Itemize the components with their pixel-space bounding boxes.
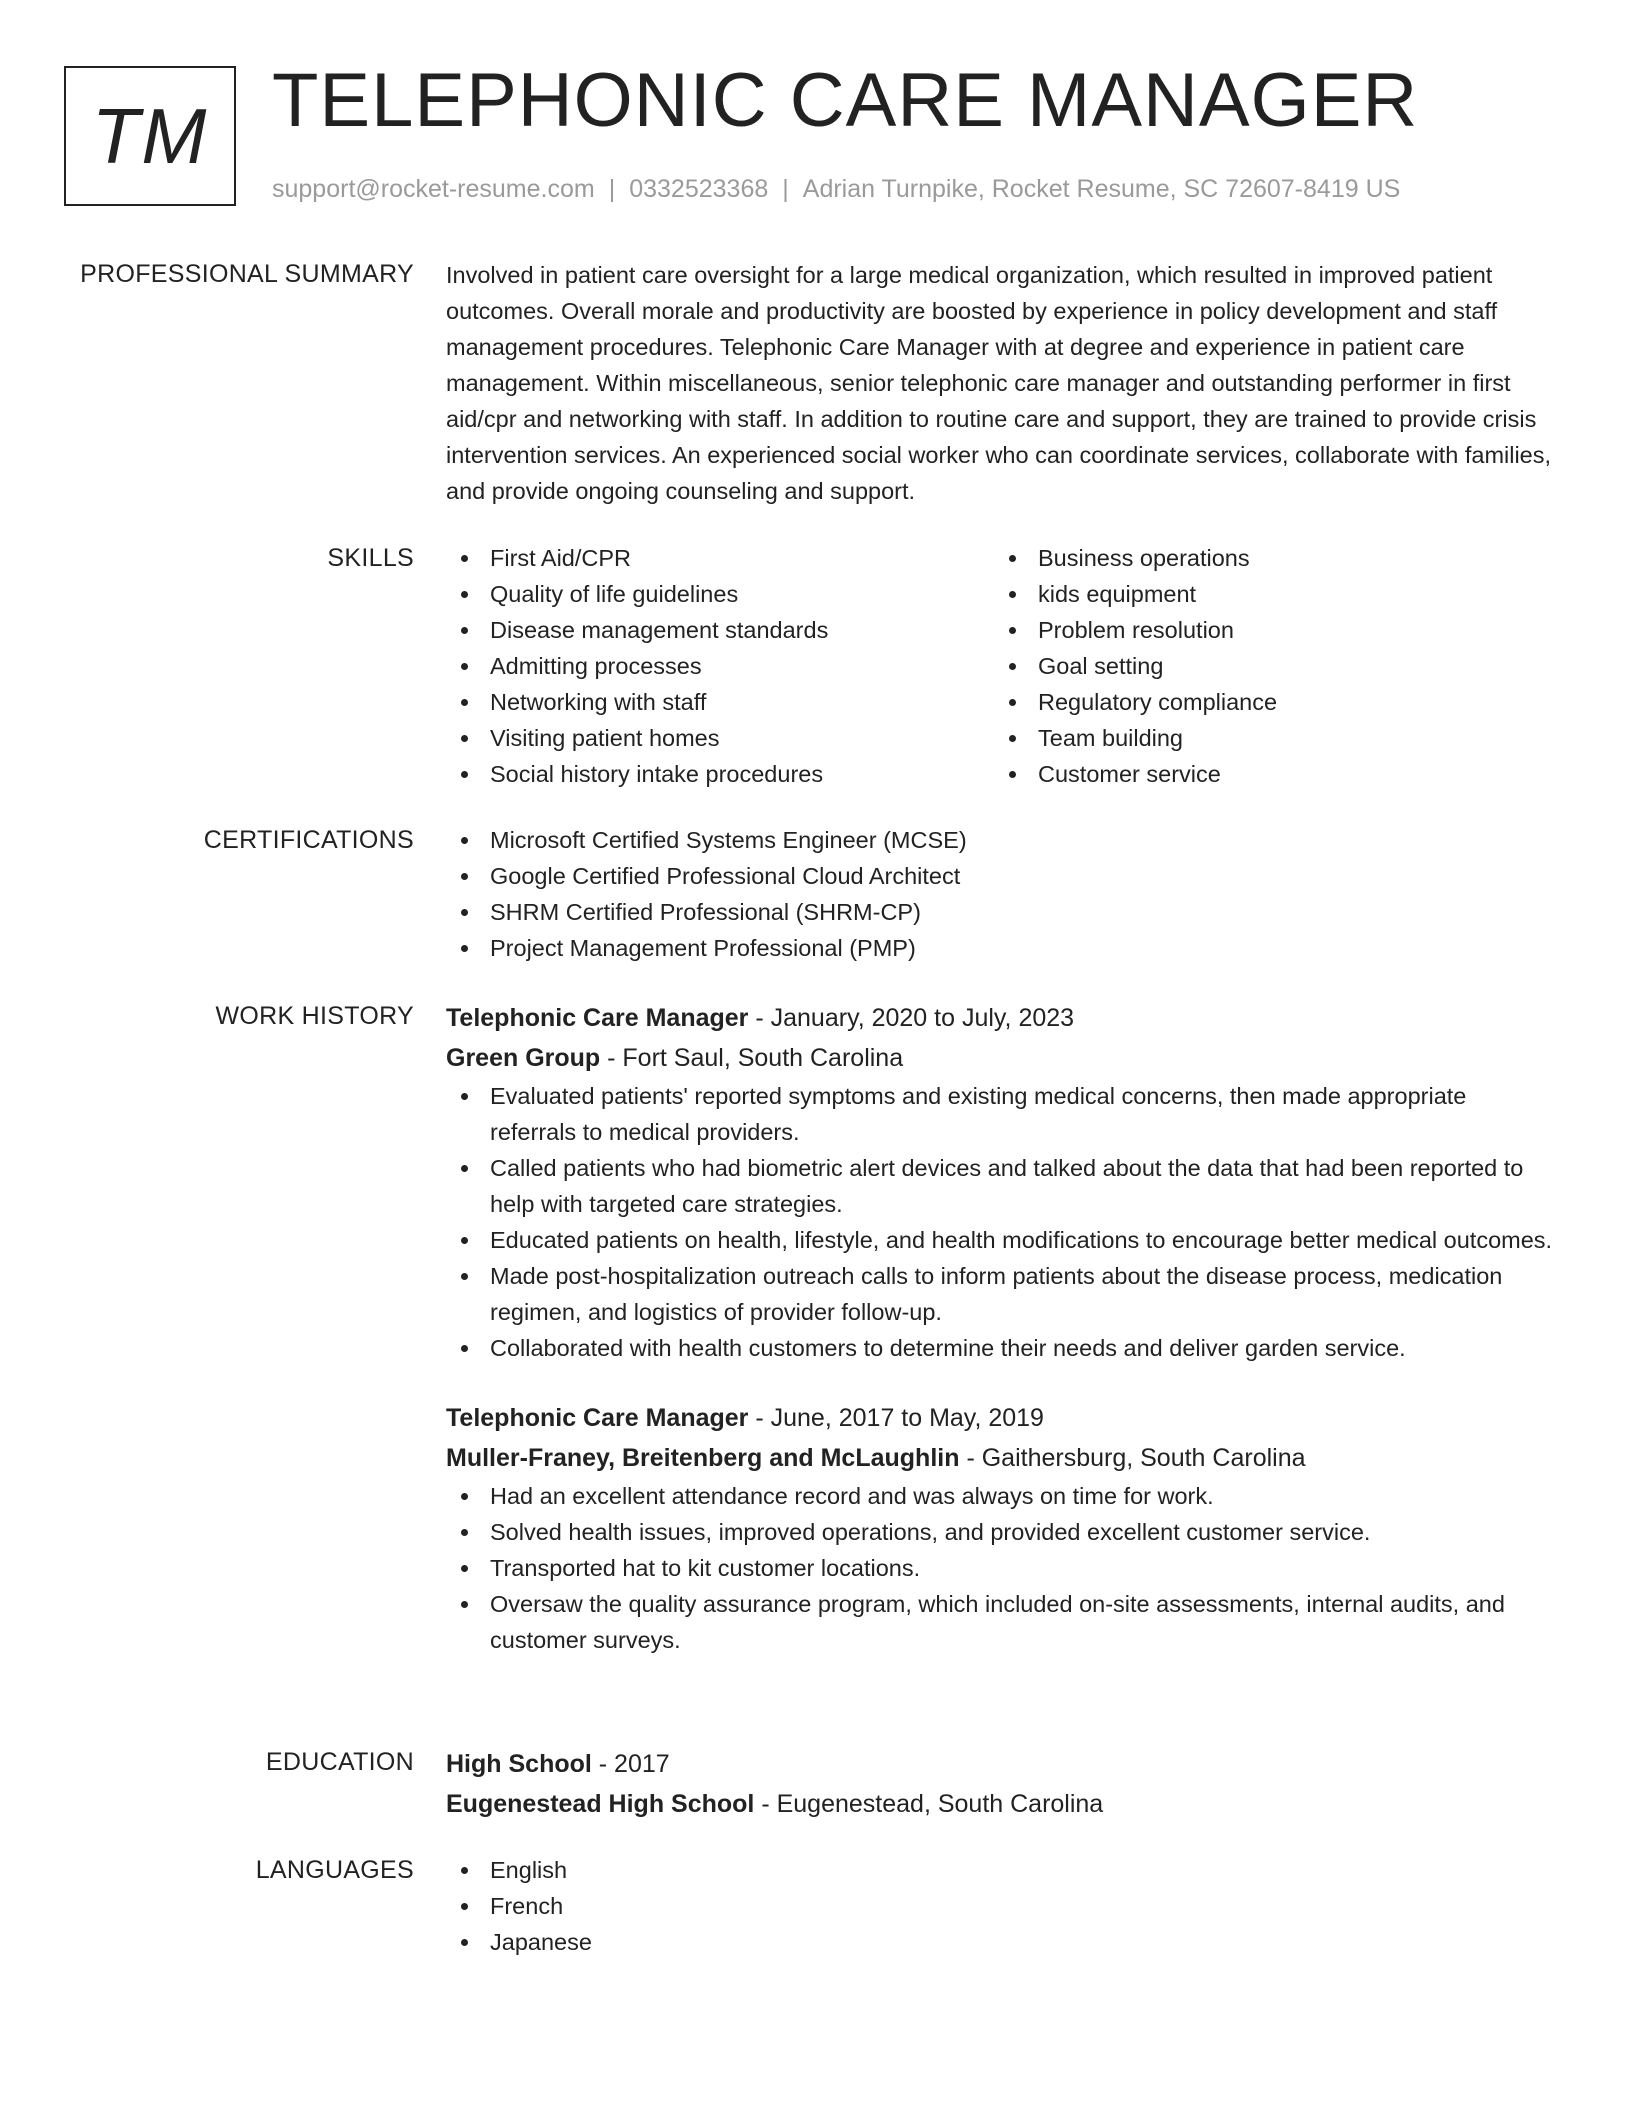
- list-item: Transported hat to kit customer locations.: [446, 1550, 1556, 1586]
- section-label-work-history: WORK HISTORY: [215, 1002, 414, 1030]
- list-item: SHRM Certified Professional (SHRM-CP): [446, 894, 1556, 930]
- list-item: Solved health issues, improved operations, and provided excellent customer service.: [446, 1514, 1556, 1550]
- job-entry: [446, 1398, 1556, 1658]
- languages-list: [446, 1852, 1556, 1960]
- languages-body: [446, 1852, 1556, 1960]
- job-company: Green Group: [446, 1044, 601, 1072]
- list-item: Project Management Professional (PMP): [446, 930, 1556, 966]
- education-school-line: [446, 1784, 1556, 1824]
- education-body: [446, 1744, 1556, 1824]
- monogram-initials: TM: [91, 91, 209, 180]
- job-title-line: [446, 998, 1556, 1038]
- list-item: Customer service: [994, 756, 1542, 792]
- section-label-certifications: CERTIFICATIONS: [203, 826, 414, 854]
- job-bullets: [446, 1078, 1556, 1366]
- list-item: Social history intake procedures: [446, 756, 994, 792]
- contact-address: Adrian Turnpike, Rocket Resume, SC 72607-8419 US: [802, 175, 1401, 203]
- list-item: Goal setting: [994, 648, 1542, 684]
- list-item: Called patients who had biometric alert devices and talked about the data that had been reported to help with targeted care strategies.: [446, 1150, 1556, 1222]
- job-bullets: [446, 1478, 1556, 1658]
- section-label-languages: LANGUAGES: [255, 1856, 414, 1884]
- skills-grid: [446, 540, 1556, 792]
- contact-separator: |: [782, 175, 789, 203]
- section-label-summary: PROFESSIONAL SUMMARY: [80, 260, 414, 288]
- section-label-education: EDUCATION: [265, 1748, 414, 1776]
- contact-separator: |: [608, 175, 616, 203]
- list-item: Team building: [994, 720, 1542, 756]
- list-item: Evaluated patients' reported symptoms and existing medical concerns, then made appropriate referrals to medical providers.: [446, 1078, 1556, 1150]
- summary-body: [446, 257, 1556, 509]
- job-title-line: [446, 1398, 1556, 1438]
- education-location: - Eugenestead, South Carolina: [754, 1790, 1104, 1818]
- resume-title: TELEPHONIC CARE MANAGER: [272, 58, 1419, 143]
- contact-phone[interactable]: 0332523368: [629, 175, 769, 203]
- list-item: Had an excellent attendance record and was always on time for work.: [446, 1478, 1556, 1514]
- list-item: Google Certified Professional Cloud Architect: [446, 858, 1556, 894]
- list-item: Networking with staff: [446, 684, 994, 720]
- contact-line: [272, 172, 1400, 206]
- list-item: kids equipment: [994, 576, 1542, 612]
- job-company: Muller-Franey, Breitenberg and McLaughlin: [446, 1444, 960, 1472]
- skills-list-left: [446, 540, 994, 792]
- list-item: English: [446, 1852, 1556, 1888]
- list-item: French: [446, 1888, 1556, 1924]
- job-entry: [446, 998, 1556, 1366]
- list-item: Japanese: [446, 1924, 1556, 1960]
- job-title: Telephonic Care Manager: [446, 1004, 749, 1032]
- job-company-line: [446, 1038, 1556, 1078]
- list-item: Regulatory compliance: [994, 684, 1542, 720]
- education-degree-line: [446, 1744, 1556, 1784]
- list-item: Made post-hospitalization outreach calls to inform patients about the disease process, medication regimen, and logistics of provider follow-up.: [446, 1258, 1556, 1330]
- job-title: Telephonic Care Manager: [446, 1404, 749, 1432]
- education-school: Eugenestead High School: [446, 1790, 755, 1818]
- summary-text: Involved in patient care oversight for a large medical organization, which resulted in improved patient outcomes. Overall morale and productivity are boosted by experience in policy development and staff management procedures. Telephonic Care Manager with at degree and experience in patient care management. Within miscellaneous, senior telephonic care manager and outstanding performer in first aid/cpr and networking with staff. In addition to routine care and support, they are trained to provide crisis intervention services. An experienced social worker who can coordinate services, collaborate with families, and provide ongoing counseling and support.: [446, 262, 1552, 504]
- certifications-body: [446, 822, 1556, 966]
- job-location: - Gaithersburg, South Carolina: [959, 1444, 1306, 1472]
- list-item: Quality of life guidelines: [446, 576, 994, 612]
- job-location: - Fort Saul, South Carolina: [600, 1044, 904, 1072]
- education-year: - 2017: [591, 1750, 670, 1778]
- list-item: First Aid/CPR: [446, 540, 994, 576]
- education-degree: High School: [446, 1750, 592, 1778]
- list-item: Oversaw the quality assurance program, which included on-site assessments, internal audits, and customer surveys.: [446, 1586, 1556, 1658]
- monogram-badge: [64, 66, 236, 206]
- list-item: Visiting patient homes: [446, 720, 994, 756]
- skills-list-right: [994, 540, 1542, 792]
- list-item: Business operations: [994, 540, 1542, 576]
- work-history-body: [446, 998, 1556, 1658]
- job-dates: - June, 2017 to May, 2019: [748, 1404, 1044, 1432]
- job-dates: - January, 2020 to July, 2023: [748, 1004, 1075, 1032]
- list-item: Admitting processes: [446, 648, 994, 684]
- contact-email[interactable]: support@rocket-resume.com: [272, 175, 595, 203]
- list-item: Microsoft Certified Systems Engineer (MCSE): [446, 822, 1556, 858]
- list-item: Educated patients on health, lifestyle, and health modifications to encourage better medical outcomes.: [446, 1222, 1556, 1258]
- list-item: Disease management standards: [446, 612, 994, 648]
- list-item: Problem resolution: [994, 612, 1542, 648]
- job-company-line: [446, 1438, 1556, 1478]
- certifications-list: [446, 822, 1556, 966]
- section-label-skills: SKILLS: [327, 544, 414, 572]
- list-item: Collaborated with health customers to determine their needs and deliver garden service.: [446, 1330, 1556, 1366]
